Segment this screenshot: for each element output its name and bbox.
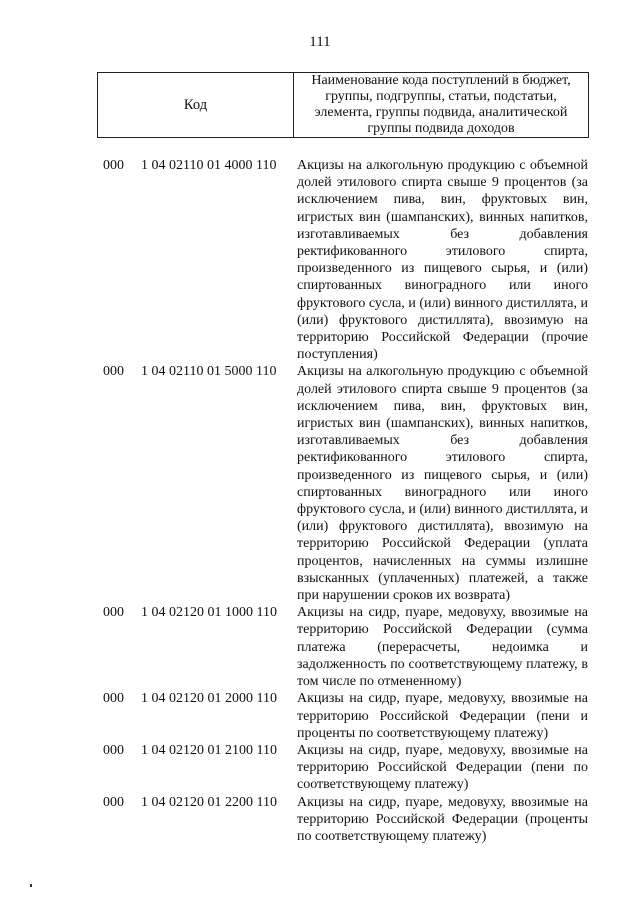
revenue-description: Акцизы на сидр, пуаре, медовуху, ввозимые на территорию Российской Федерации (проценты по соответствующему платежу) bbox=[297, 794, 588, 844]
admin-code: 000 bbox=[103, 794, 124, 810]
revenue-code: 1 04 02120 01 2000 110 bbox=[141, 691, 277, 707]
header-name-cell: Наименование кода поступлений в бюджет, группы, подгруппы, статьи, подстатьи, элемента, группы подвида, аналитической группы подвида доходов bbox=[311, 73, 571, 136]
revenue-description: Акцизы на сидр, пуаре, медовуху, ввозимые на территорию Российской Федерации (пени и проценты по соответствующему платежу) bbox=[297, 691, 588, 741]
header-code-cell: Код bbox=[98, 73, 294, 137]
table-row bbox=[0, 794, 640, 846]
revenue-code: 1 04 02110 01 4000 110 bbox=[141, 158, 277, 173]
revenue-code: 1 04 02110 01 5000 110 bbox=[141, 364, 277, 380]
revenue-code: 1 04 02120 01 2100 110 bbox=[141, 742, 277, 758]
table-row bbox=[0, 690, 640, 742]
admin-code: 000 bbox=[103, 364, 124, 380]
table-row bbox=[0, 604, 640, 690]
revenue-description: Акцизы на сидр, пуаре, медовуху, ввозимые на территорию Российской Федерации (сумма платежа (перерасчеты, недоимка и задолженность по соответствующему платежу, в том числе по отмененному) bbox=[297, 605, 588, 690]
revenue-description: Акцизы на алкогольную продукцию с объемной долей этилового спирта свыше 9 процентов (за исключением пива, вин, фруктовых вин, игристых вин (шампанских), винных напитков, изготавливаемых без добавления ректификованного этилового спирта, произведенного из пищевого сырья, и (или) спиртованных виноградного или иного фруктового сусла, и (или) винного дистиллята, и (или) фруктового дистиллята), ввозимую на территорию Российской Федерации (уплата процентов, начисленных на суммы излишне взысканных (уплаченных) платежей, а также при нарушении сроков их возврата) bbox=[297, 364, 588, 604]
admin-code: 000 bbox=[103, 742, 124, 758]
revenue-description: Акцизы на алкогольную продукцию с объемной долей этилового спирта свыше 9 процентов (за исключением пива, вин, фруктовых вин, игристых вин (шампанских), винных напитков, изготавливаемых без добавления ректификованного этилового спирта, произведенного из пищевого сырья, и (или) спиртованных виноградного или иного фруктового сусла, и (или) винного дистиллята, и (или) фруктового дистиллята), ввозимую на территорию Российской Федерации (прочие поступления) bbox=[297, 158, 588, 363]
scan-artifact bbox=[30, 884, 32, 887]
revenue-code: 1 04 02120 01 2200 110 bbox=[141, 794, 277, 810]
table-row bbox=[0, 363, 640, 604]
admin-code: 000 bbox=[103, 691, 124, 707]
revenue-code: 1 04 02120 01 1000 110 bbox=[141, 605, 277, 621]
table-row bbox=[0, 157, 640, 363]
revenue-code-list bbox=[0, 157, 640, 845]
table-header bbox=[97, 72, 589, 138]
admin-code: 000 bbox=[103, 158, 124, 173]
table-row bbox=[0, 742, 640, 794]
page-number: 111 bbox=[309, 34, 331, 50]
revenue-description: Акцизы на сидр, пуаре, медовуху, ввозимые на территорию Российской Федерации (пени по соответствующему платежу) bbox=[297, 742, 588, 793]
admin-code: 000 bbox=[103, 605, 124, 621]
